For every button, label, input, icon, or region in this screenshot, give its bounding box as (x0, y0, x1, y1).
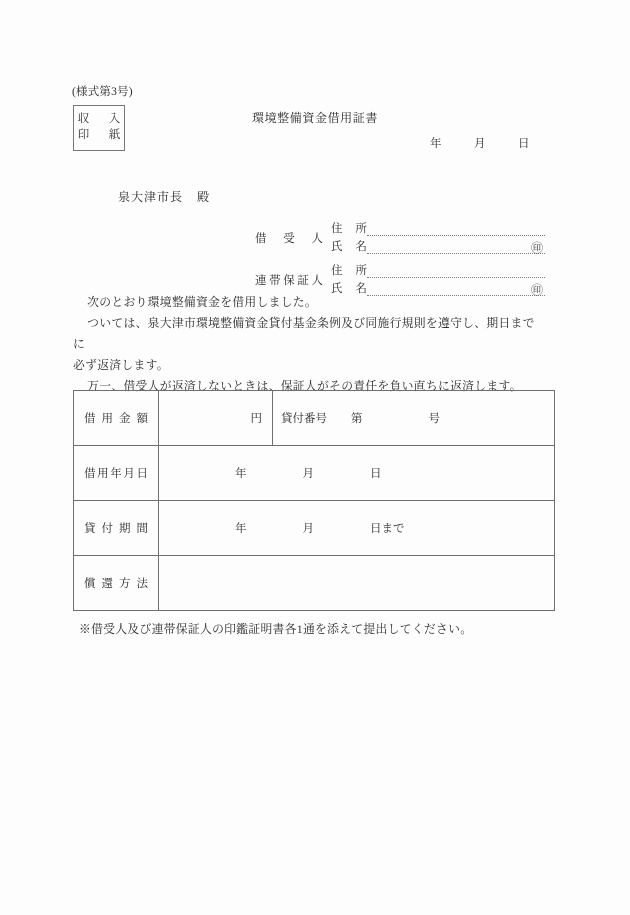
revenue-stamp-line-1: 収 入 (77, 113, 125, 126)
addressee-name: 泉大津市長 (118, 190, 184, 204)
body-paragraph-2-continued: 必ず返済します。 (73, 358, 169, 372)
repayment-method-input[interactable] (159, 556, 555, 611)
date-year-label: 年 (430, 138, 442, 150)
row-label-repayment-method: 償還方法 (74, 556, 159, 611)
guarantor-name-label: 氏 名 (331, 283, 367, 295)
borrower-signature-group (255, 220, 545, 256)
date-day-label: 日 (518, 138, 530, 150)
date-month-label: 月 (474, 138, 486, 150)
body-paragraph-2: ついては、泉大津市環境整備資金貸付基金条例及び同施行規則を遵守し、期日までに (73, 316, 535, 351)
loan-period-day-label: 日まで (370, 523, 405, 535)
body-paragraph-1: 次のとおり環境整備資金を借用しました。 (87, 295, 317, 309)
loan-number-label: 貸付番号 (281, 413, 327, 425)
loan-number-suffix: 号 (428, 413, 440, 425)
document-date-line (430, 135, 530, 151)
table-row (74, 391, 555, 446)
body-paragraph-3: 万一、借受人が返済しないときは、保証人がその責任を負い直ちに返済します。 (87, 379, 522, 393)
loan-number-cell[interactable] (273, 391, 555, 446)
body-text (73, 292, 543, 397)
form-number: (様式第3号) (72, 86, 133, 98)
loan-amount-input[interactable] (159, 391, 273, 446)
loan-period-year-label: 年 (235, 523, 247, 535)
guarantor-role-label: 連帯保証人 (255, 275, 323, 287)
loan-date-input[interactable] (159, 446, 555, 501)
guarantor-address-row (331, 262, 545, 278)
seal-icon: ㊞ (530, 241, 543, 255)
borrower-name-input[interactable] (367, 240, 545, 254)
row-label-loan-amount: 借用金額 (74, 391, 159, 446)
borrower-address-label: 住 所 (331, 223, 367, 235)
row-label-loan-date: 借用年月日 (74, 446, 159, 501)
addressee (118, 188, 209, 205)
footer-note: ※借受人及び連帯保証人の印鑑証明書各1通を添えて提出してください。 (79, 622, 473, 636)
table-row (74, 501, 555, 556)
page-title: 環境整備資金借用証書 (251, 111, 378, 125)
borrower-address-input[interactable] (367, 222, 545, 236)
loan-date-month-label: 月 (302, 468, 314, 480)
table-row (74, 446, 555, 501)
loan-period-month-label: 月 (302, 523, 314, 535)
loan-period-input[interactable] (159, 501, 555, 556)
borrower-address-row (331, 220, 545, 236)
seal-icon: ㊞ (530, 283, 543, 297)
table-row (74, 556, 555, 611)
currency-unit-label: 円 (250, 413, 262, 425)
borrower-role-label: 借受人 (255, 233, 323, 245)
loan-number-prefix: 第 (351, 413, 363, 425)
revenue-stamp-line-2: 印 紙 (77, 129, 125, 141)
loan-details-table (73, 390, 555, 611)
loan-date-day-label: 日 (370, 468, 382, 480)
borrower-fields (331, 220, 545, 256)
loan-date-year-label: 年 (235, 468, 247, 480)
borrower-name-row (331, 238, 545, 254)
addressee-honorific: 殿 (197, 190, 210, 204)
row-label-loan-period: 貸付期間 (74, 501, 159, 556)
guarantor-address-label: 住 所 (331, 265, 367, 277)
borrower-name-label: 氏 名 (331, 241, 367, 253)
guarantor-address-input[interactable] (367, 264, 545, 278)
